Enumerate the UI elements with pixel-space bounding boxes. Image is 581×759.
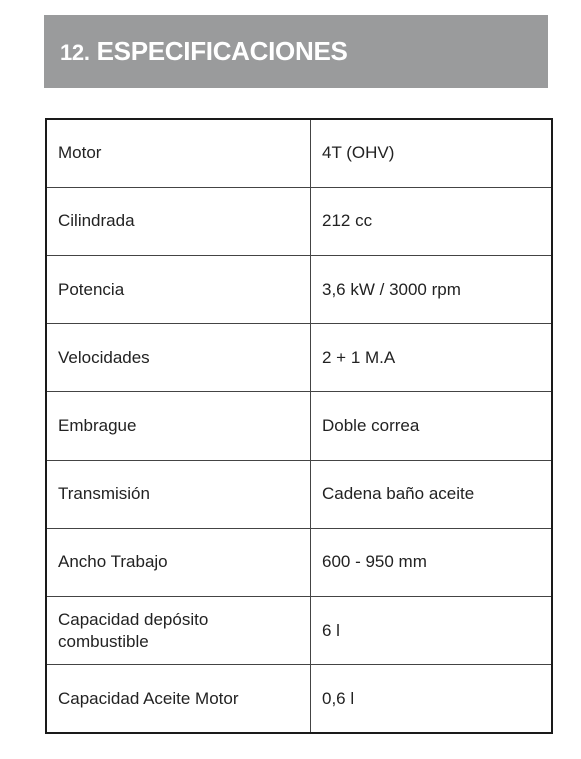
spec-value: 4T (OHV) — [311, 119, 553, 187]
spec-label: Potencia — [46, 255, 311, 323]
spec-label: Ancho Trabajo — [46, 528, 311, 596]
spec-value: 0,6 l — [311, 665, 553, 733]
table-row — [46, 597, 552, 665]
specifications-table — [45, 118, 553, 734]
section-title — [60, 36, 348, 67]
spec-value: 212 cc — [311, 187, 553, 255]
spec-value: Doble correa — [311, 392, 553, 460]
spec-label: Cilindrada — [46, 187, 311, 255]
section-header — [44, 15, 548, 88]
table-row — [46, 324, 552, 392]
table-row — [46, 665, 552, 733]
spec-label: Transmisión — [46, 460, 311, 528]
spec-label: Embrague — [46, 392, 311, 460]
spec-label: Capacidad depósito combustible — [46, 597, 311, 665]
section-title-text: ESPECIFICACIONES — [96, 36, 348, 66]
table-row — [46, 119, 552, 187]
table-row — [46, 528, 552, 596]
table-row — [46, 255, 552, 323]
spec-value: 600 - 950 mm — [311, 528, 553, 596]
spec-value: Cadena baño aceite — [311, 460, 553, 528]
spec-value: 6 l — [311, 597, 553, 665]
spec-value: 3,6 kW / 3000 rpm — [311, 255, 553, 323]
spec-label: Velocidades — [46, 324, 311, 392]
table-row — [46, 187, 552, 255]
table-row — [46, 392, 552, 460]
spec-value: 2 + 1 M.A — [311, 324, 553, 392]
table-row — [46, 460, 552, 528]
spec-label: Motor — [46, 119, 311, 187]
section-number: 12. — [60, 40, 90, 65]
spec-label: Capacidad Aceite Motor — [46, 665, 311, 733]
